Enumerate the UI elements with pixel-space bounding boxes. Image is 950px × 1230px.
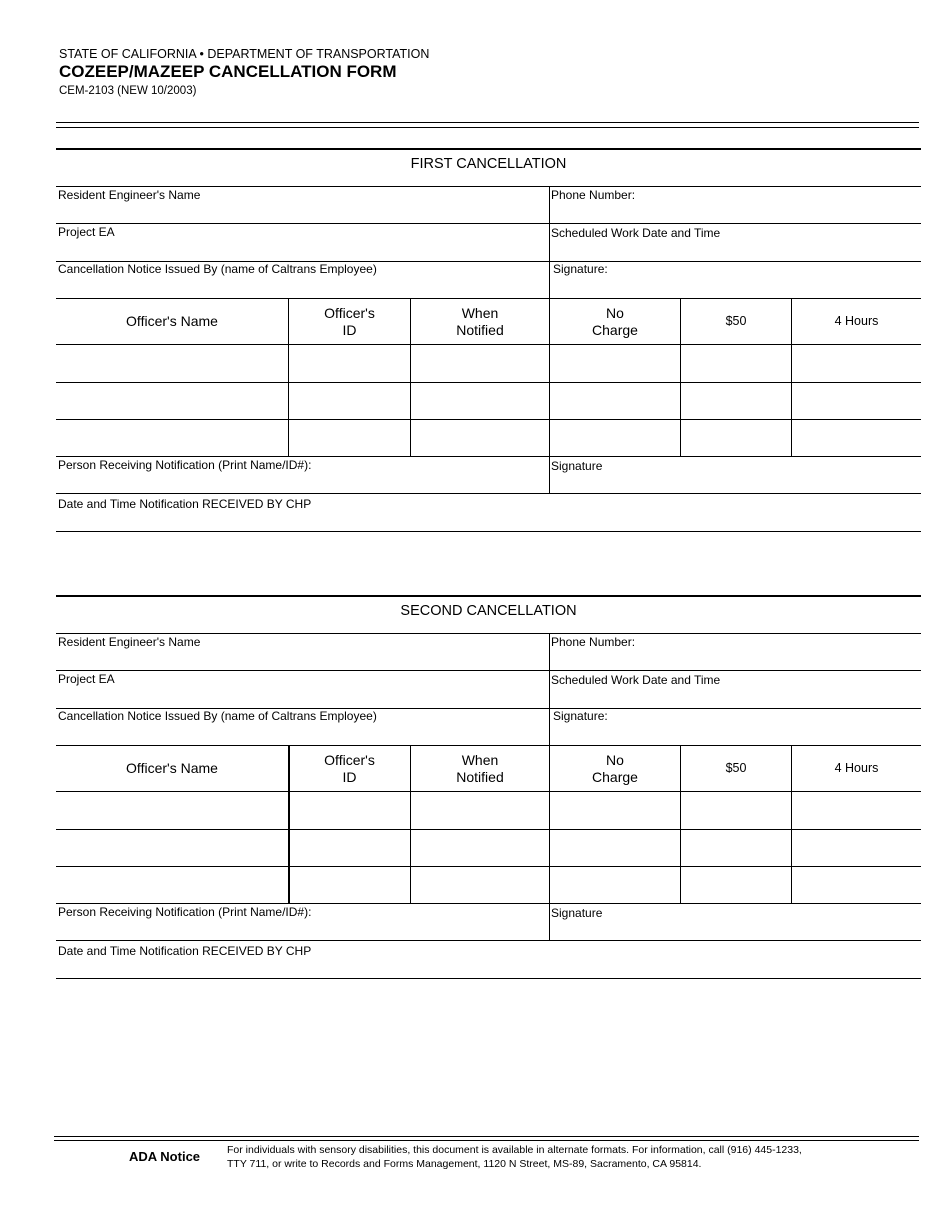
ada-notice-label: ADA Notice (129, 1149, 201, 1164)
officer-name-cell[interactable] (56, 383, 288, 419)
col-officer-name: Officer's Name (126, 313, 218, 329)
cancellation-section (56, 148, 921, 533)
field-divider (549, 456, 550, 494)
col-when-line1: When (461, 304, 499, 321)
issued-by-field[interactable]: Cancellation Notice Issued By (name of Caltrans Employee) (58, 709, 377, 723)
four-hours-cell[interactable] (792, 383, 921, 419)
header-rule-top (56, 122, 919, 123)
row-divider (56, 903, 921, 904)
section-top-rule (56, 595, 921, 597)
ada-notice-line-2: TTY 711, or write to Records and Forms Management, 1120 N Street, MS-89, Sacramento, CA 95814. (227, 1158, 702, 1170)
when-notified-cell[interactable] (411, 345, 549, 381)
footer-rule-top (54, 1136, 919, 1137)
row-divider (56, 186, 921, 187)
when-notified-cell[interactable] (411, 792, 549, 828)
section-top-rule (56, 148, 921, 150)
footer-rule-bottom (54, 1140, 919, 1141)
four-hours-cell[interactable] (792, 420, 921, 456)
section-title: FIRST CANCELLATION (410, 156, 567, 172)
col-fifty-dollars: $50 (725, 314, 747, 328)
officer-id-cell[interactable] (289, 867, 410, 903)
cancellation-section (56, 595, 921, 980)
col-officer-id-line2: ID (342, 321, 357, 338)
col-officer-id-line2: ID (342, 768, 357, 785)
when-notified-cell[interactable] (411, 867, 549, 903)
col-no-charge-line1: No (606, 751, 624, 768)
date-received-field[interactable]: Date and Time Notification RECEIVED BY CHP (58, 497, 312, 511)
col-no-charge-line2: Charge (592, 768, 638, 785)
no-charge-cell[interactable] (550, 792, 680, 828)
form-code: CEM-2103 (NEW 10/2003) (59, 85, 197, 97)
col-four-hours: 4 Hours (834, 314, 879, 328)
four-hours-cell[interactable] (792, 792, 921, 828)
col-no-charge (550, 299, 680, 344)
no-charge-cell[interactable] (550, 420, 680, 456)
no-charge-cell[interactable] (550, 867, 680, 903)
section-title: SECOND CANCELLATION (400, 603, 577, 619)
no-charge-cell[interactable] (550, 383, 680, 419)
fifty-dollars-cell[interactable] (681, 867, 791, 903)
no-charge-cell[interactable] (550, 830, 680, 866)
receiver-signature-field[interactable]: Signature (551, 459, 603, 473)
receiver-signature-field[interactable]: Signature (551, 906, 603, 920)
when-notified-cell[interactable] (411, 420, 549, 456)
col-officer-id-line1: Officer's (324, 751, 375, 768)
col-when-line2: Notified (456, 768, 504, 785)
officer-name-cell[interactable] (56, 792, 288, 828)
officer-id-cell[interactable] (289, 383, 410, 419)
date-received-field[interactable]: Date and Time Notification RECEIVED BY CHP (58, 944, 312, 958)
resident-engineer-field[interactable]: Resident Engineer's Name (58, 635, 201, 649)
project-ea-field[interactable]: Project EA (58, 672, 115, 686)
col-no-charge-line2: Charge (592, 321, 638, 338)
ada-notice-text (227, 1143, 867, 1171)
col-when-notified (411, 746, 549, 791)
col-no-charge-line1: No (606, 304, 624, 321)
when-notified-cell[interactable] (411, 830, 549, 866)
four-hours-cell[interactable] (792, 867, 921, 903)
row-divider (56, 456, 921, 457)
officer-name-cell[interactable] (56, 345, 288, 381)
row-divider (56, 223, 921, 224)
person-receiving-field[interactable]: Person Receiving Notification (Print Name/ID#): (58, 458, 312, 472)
person-receiving-field[interactable]: Person Receiving Notification (Print Name/ID#): (58, 905, 312, 919)
officer-name-cell[interactable] (56, 420, 288, 456)
resident-engineer-field[interactable]: Resident Engineer's Name (58, 188, 201, 202)
col-fifty-dollars: $50 (725, 761, 747, 775)
col-when-notified (411, 299, 549, 344)
field-divider (549, 633, 550, 746)
issued-by-field[interactable]: Cancellation Notice Issued By (name of Caltrans Employee) (58, 262, 377, 276)
officer-id-cell[interactable] (289, 830, 410, 866)
fifty-dollars-cell[interactable] (681, 383, 791, 419)
col-officer-id-line1: Officer's (324, 304, 375, 321)
col-when-line1: When (461, 751, 499, 768)
ada-notice-line-1: For individuals with sensory disabilities, this document is available in alternate formats. For information, call (916) 445-1233, (227, 1144, 802, 1156)
four-hours-cell[interactable] (792, 345, 921, 381)
scheduled-work-field[interactable]: Scheduled Work Date and Time (551, 226, 721, 240)
col-when-line2: Notified (456, 321, 504, 338)
header-rule-bottom (56, 127, 919, 128)
row-divider (56, 978, 921, 979)
phone-number-field[interactable]: Phone Number: (551, 188, 636, 202)
row-divider (56, 670, 921, 671)
fifty-dollars-cell[interactable] (681, 420, 791, 456)
fifty-dollars-cell[interactable] (681, 792, 791, 828)
scheduled-work-field[interactable]: Scheduled Work Date and Time (551, 673, 721, 687)
officer-id-cell[interactable] (289, 420, 410, 456)
fifty-dollars-cell[interactable] (681, 830, 791, 866)
row-divider (56, 531, 921, 532)
no-charge-cell[interactable] (550, 345, 680, 381)
col-officer-id (289, 746, 410, 791)
phone-number-field[interactable]: Phone Number: (551, 635, 636, 649)
field-divider (549, 903, 550, 941)
fifty-dollars-cell[interactable] (681, 345, 791, 381)
row-divider (56, 633, 921, 634)
officer-id-cell[interactable] (289, 345, 410, 381)
col-four-hours: 4 Hours (834, 761, 879, 775)
project-ea-field[interactable]: Project EA (58, 225, 115, 239)
officer-id-cell[interactable] (289, 792, 410, 828)
row-divider (56, 940, 921, 941)
form-title: COZEEP/MAZEEP CANCELLATION FORM (59, 62, 397, 81)
officer-name-cell[interactable] (56, 830, 288, 866)
col-officer-name: Officer's Name (126, 760, 218, 776)
signature-field[interactable]: Signature: (553, 262, 608, 276)
col-no-charge (550, 746, 680, 791)
field-divider (549, 186, 550, 299)
agency-line: STATE OF CALIFORNIA • DEPARTMENT OF TRANSPORTATION (59, 47, 430, 61)
col-officer-id (289, 299, 410, 344)
row-divider (56, 493, 921, 494)
four-hours-cell[interactable] (792, 830, 921, 866)
signature-field[interactable]: Signature: (553, 709, 608, 723)
officer-name-cell[interactable] (56, 867, 288, 903)
when-notified-cell[interactable] (411, 383, 549, 419)
